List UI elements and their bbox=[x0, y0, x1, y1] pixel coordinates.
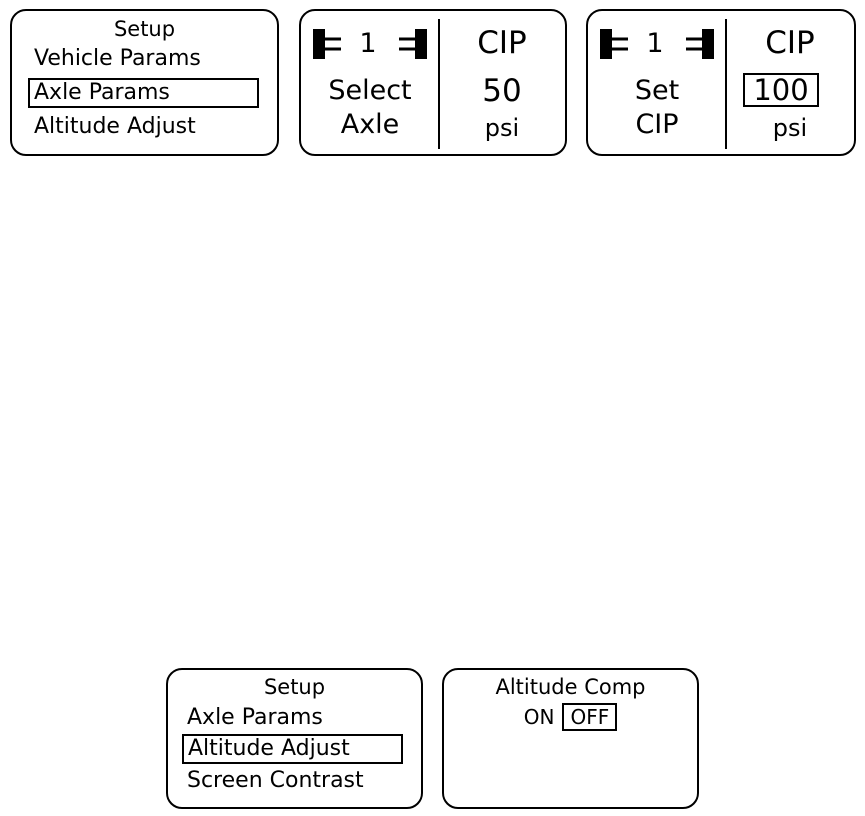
action-line-2: Axle bbox=[340, 109, 400, 140]
param-value: 50 bbox=[482, 73, 522, 109]
param-value-box[interactable] bbox=[743, 73, 819, 107]
option-off[interactable]: OFF bbox=[562, 703, 617, 731]
panel-divider bbox=[725, 19, 727, 149]
menu-item-altitude-adjust[interactable]: Altitude Adjust bbox=[182, 734, 403, 764]
panel-divider bbox=[438, 19, 440, 149]
menu-item-altitude-adjust[interactable]: Altitude Adjust bbox=[34, 114, 196, 139]
altitude-comp-title: Altitude Comp bbox=[495, 675, 646, 699]
setup-menu-screen-1 bbox=[10, 9, 279, 156]
param-value: 100 bbox=[753, 73, 809, 107]
axle-number: 1 bbox=[359, 28, 377, 59]
action-line-2: CIP bbox=[635, 109, 679, 140]
select-axle-screen bbox=[299, 9, 567, 156]
set-cip-screen bbox=[586, 9, 856, 156]
option-on[interactable]: ON bbox=[523, 705, 555, 729]
menu-item-vehicle-params[interactable]: Vehicle Params bbox=[34, 46, 201, 71]
menu-item-axle-params[interactable]: Axle Params bbox=[187, 705, 323, 730]
param-unit: psi bbox=[484, 114, 520, 142]
axle-number: 1 bbox=[646, 28, 664, 59]
altitude-comp-options bbox=[444, 703, 697, 731]
param-label: CIP bbox=[477, 25, 527, 61]
action-line-1: Set bbox=[634, 75, 680, 106]
action-line-1: Select bbox=[328, 75, 412, 106]
setup-title: Setup bbox=[113, 17, 176, 41]
setup-menu-screen-2 bbox=[166, 668, 423, 809]
param-unit: psi bbox=[772, 114, 808, 142]
setup-title: Setup bbox=[263, 675, 326, 699]
altitude-comp-screen bbox=[442, 668, 699, 809]
menu-item-screen-contrast[interactable]: Screen Contrast bbox=[187, 768, 364, 793]
menu-item-axle-params[interactable]: Axle Params bbox=[28, 78, 259, 108]
param-label: CIP bbox=[765, 25, 815, 61]
